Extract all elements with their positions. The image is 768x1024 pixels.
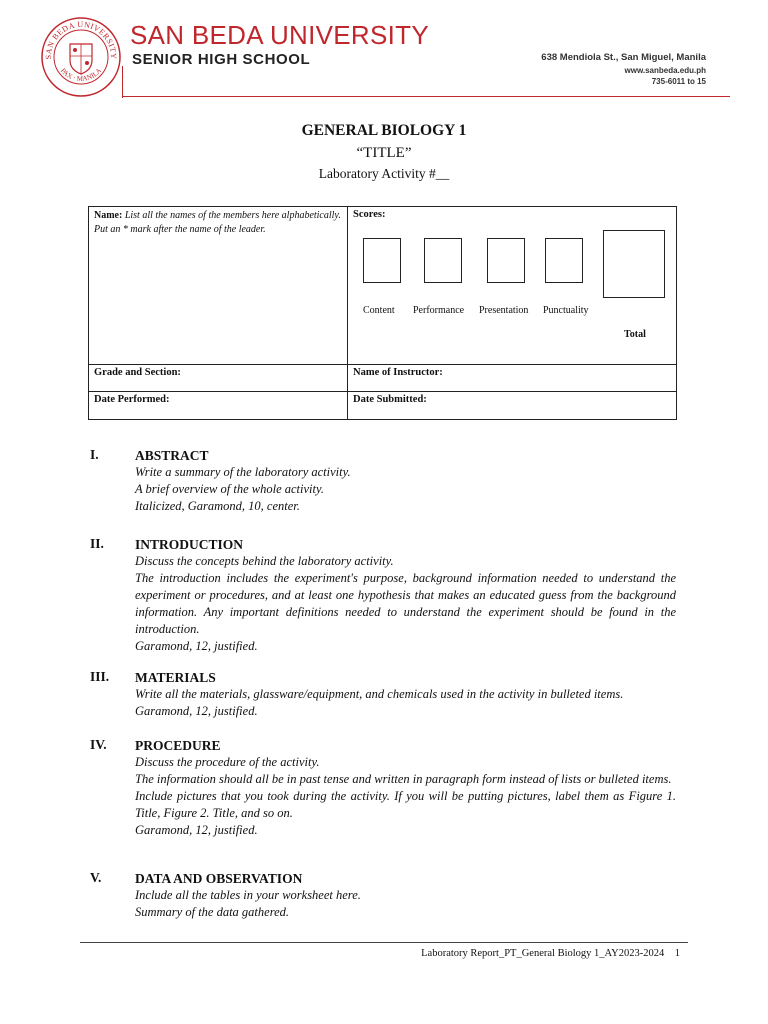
page-footer bbox=[421, 948, 680, 959]
grade-section-field[interactable]: Grade and Section: bbox=[89, 365, 348, 392]
seal-bottom-text: PAX · MANILA bbox=[58, 66, 104, 83]
contact-info bbox=[541, 51, 706, 87]
section-number: IV. bbox=[90, 737, 107, 752]
section-heading: DATA AND OBSERVATION bbox=[135, 871, 303, 886]
section-text: The introduction includes the experiment's purpose, background information needed to understand the experiment or procedures, and at least one hypothesis that makes an educated guess from the background information. Any important definitions needed to understand the experiment should be found in the introduction. bbox=[135, 571, 676, 636]
address: 638 Mendiola St., San Miguel, Manila bbox=[541, 52, 706, 63]
section-abstract bbox=[90, 447, 676, 515]
section-number: V. bbox=[90, 870, 102, 885]
header-divider-horizontal bbox=[122, 96, 730, 97]
name-label: Name: bbox=[94, 210, 123, 221]
date-submitted-field[interactable]: Date Submitted: bbox=[348, 392, 677, 420]
section-text: A brief overview of the whole activity. bbox=[135, 482, 324, 496]
section-heading: PROCEDURE bbox=[135, 738, 221, 753]
section-text: Garamond, 12, justified. bbox=[135, 639, 258, 653]
footer-text: Laboratory Report_PT_General Biology 1_AY2023-2024 bbox=[421, 948, 665, 959]
section-heading: ABSTRACT bbox=[135, 448, 209, 463]
section-heading: INTRODUCTION bbox=[135, 537, 244, 552]
report-title: “TITLE” bbox=[356, 145, 412, 161]
info-table bbox=[88, 206, 677, 420]
university-name: SAN BEDA UNIVERSITY bbox=[130, 20, 429, 50]
punctuality-score-box[interactable] bbox=[545, 238, 583, 283]
letterhead bbox=[0, 0, 768, 110]
total-caption: Total bbox=[624, 329, 646, 340]
section-text: The information should all be in past tense and written in paragraph form instead of lists or bulleted items. bbox=[135, 772, 672, 786]
scores-label: Scores: bbox=[353, 209, 386, 220]
section-text: Discuss the concepts behind the laboratory activity. bbox=[135, 554, 394, 568]
section-data-observation bbox=[90, 870, 676, 921]
total-score-box[interactable] bbox=[603, 230, 665, 298]
section-text: Garamond, 12, justified. bbox=[135, 704, 258, 718]
section-number: III. bbox=[90, 669, 110, 684]
section-text: Write a summary of the laboratory activity. bbox=[135, 465, 351, 479]
presentation-score-box[interactable] bbox=[487, 238, 525, 283]
footer-divider bbox=[80, 942, 688, 943]
content-caption: Content bbox=[363, 305, 395, 316]
instructor-field[interactable]: Name of Instructor: bbox=[348, 365, 677, 392]
page-number: 1 bbox=[674, 948, 680, 959]
section-introduction bbox=[90, 536, 676, 655]
university-seal-logo bbox=[40, 16, 122, 98]
section-materials bbox=[90, 669, 676, 720]
performance-caption: Performance bbox=[413, 305, 465, 316]
header-divider-vertical bbox=[122, 66, 123, 98]
section-number: I. bbox=[90, 447, 99, 462]
punctuality-caption: Punctuality bbox=[543, 305, 589, 316]
website: www.sanbeda.edu.ph bbox=[624, 66, 706, 75]
section-text: Italicized, Garamond, 10, center. bbox=[135, 499, 300, 513]
date-performed-field[interactable]: Date Performed: bbox=[89, 392, 348, 420]
section-text: Include all the tables in your worksheet here. bbox=[135, 888, 361, 902]
section-text: Summary of the data gathered. bbox=[135, 905, 290, 919]
section-number: II. bbox=[90, 536, 104, 551]
activity-number: Laboratory Activity #__ bbox=[318, 166, 450, 181]
section-text: Discuss the procedure of the activity. bbox=[135, 755, 320, 769]
performance-score-box[interactable] bbox=[424, 238, 462, 283]
content-score-box[interactable] bbox=[363, 238, 401, 283]
name-instructions: List all the names of the members here alphabetically. Put an * mark after the name of the leader. bbox=[94, 210, 341, 235]
title-block bbox=[0, 120, 768, 184]
course-title: GENERAL BIOLOGY 1 bbox=[301, 122, 467, 139]
presentation-caption: Presentation bbox=[479, 305, 529, 316]
school-name: SENIOR HIGH SCHOOL bbox=[132, 51, 311, 68]
phone: 735-6011 to 15 bbox=[651, 77, 706, 86]
section-text: Garamond, 12, justified. bbox=[135, 823, 258, 837]
section-text: Write all the materials, glassware/equipment, and chemicals used in the activity in bulleted items. bbox=[135, 687, 624, 701]
section-text: Include pictures that you took during the activity. If you will be putting pictures, label them as Figure 1. Title, Figure 2. Title, and so on. bbox=[135, 789, 676, 820]
scores-cell bbox=[348, 207, 677, 365]
section-heading: MATERIALS bbox=[135, 670, 216, 685]
section-procedure bbox=[90, 737, 676, 839]
seal-top-text: SAN BEDA UNIVERSITY bbox=[43, 19, 119, 60]
names-cell[interactable] bbox=[89, 207, 348, 365]
